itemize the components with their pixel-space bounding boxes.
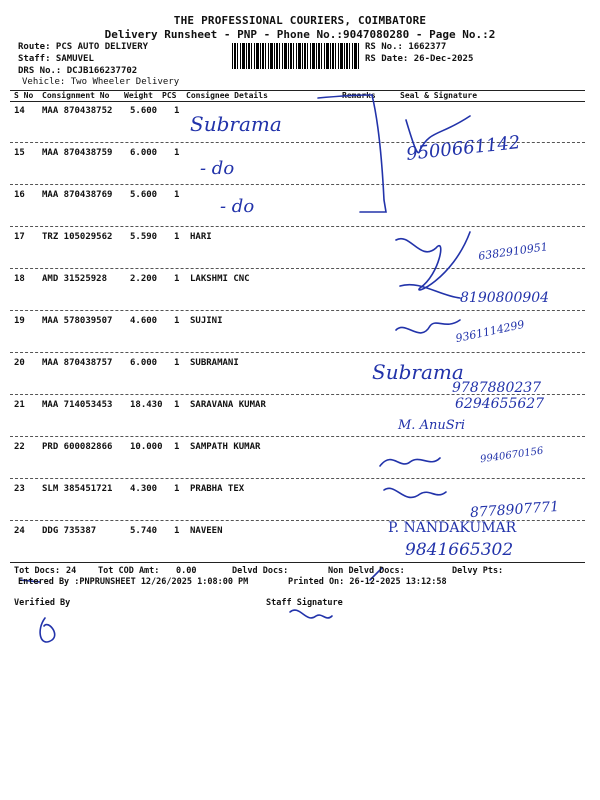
sno: 15	[14, 148, 25, 158]
sno: 16	[14, 190, 25, 200]
consignment-no: MAA 870438759	[42, 148, 113, 158]
weight: 5.600	[130, 190, 158, 200]
consignee: LAKSHMI CNC	[190, 274, 250, 284]
consignment-no: DDG 735387	[42, 526, 97, 536]
consignee: HARI	[190, 232, 212, 242]
consignee: SUBRAMANI	[190, 358, 239, 368]
sno: 24	[14, 526, 25, 536]
weight: 6.000	[130, 358, 158, 368]
sno: 21	[14, 400, 25, 410]
weight: 4.300	[130, 484, 158, 494]
handwritten-ditto: - do	[220, 196, 255, 217]
tot-cod-label: Tot COD Amt:	[98, 566, 160, 576]
consignment-no: MAA 870438752	[42, 106, 113, 116]
handwritten-name: Subrama	[372, 360, 464, 384]
consignee: NAVEEN	[190, 526, 223, 536]
handwritten-phone: 9841665302	[405, 540, 514, 560]
tot-docs-value: 24	[66, 566, 77, 576]
weight: 5.740	[130, 526, 158, 536]
printed-on: Printed On: 26-12-2025 13:12:58	[288, 577, 447, 587]
consignee: SAMPATH KUMAR	[190, 442, 261, 452]
company-name: THE PROFESSIONAL COURIERS, COIMBATORE	[173, 14, 427, 27]
vehicle: Vehicle: Two Wheeler Delivery	[22, 77, 180, 87]
pcs: 1	[174, 484, 180, 494]
col-weight: Weight	[124, 91, 153, 100]
handwritten-consignee: Subrama	[190, 112, 282, 136]
runsheet-subtitle: Delivery Runsheet - PNP - Phone No.:9047080280 - Page No.:2	[104, 28, 496, 41]
handwritten-phone: 9787880237	[452, 380, 542, 396]
weight: 18.430	[130, 400, 163, 410]
pcs: 1	[174, 358, 180, 368]
sno: 20	[14, 358, 25, 368]
pcs: 1	[174, 232, 180, 242]
consignee: PRABHA TEX	[190, 484, 245, 494]
entered-by: Entered By :PNPRUNSHEET 12/26/2025 1:08:00 PM	[18, 577, 249, 587]
consignee: SARAVANA KUMAR	[190, 400, 266, 410]
handwritten-phone: 6294655627	[455, 396, 545, 412]
consignment-no: MAA 870438769	[42, 190, 113, 200]
tot-docs-label: Tot Docs:	[14, 566, 61, 576]
consignment-no: TRZ 105029562	[42, 232, 113, 242]
tot-cod-value: 0.00	[176, 566, 197, 576]
handwritten-phone: 6382910951	[477, 240, 549, 263]
verified-by-label: Verified By	[14, 598, 71, 608]
handwritten-phone: 9940670156	[479, 445, 545, 466]
delvd-docs-label: Delvd Docs:	[232, 566, 289, 576]
col-sno: S No	[14, 91, 34, 100]
pcs: 1	[174, 442, 180, 452]
sno: 23	[14, 484, 25, 494]
handwritten-phone: 9361114299	[454, 317, 526, 346]
staff: Staff: SAMUVEL	[18, 54, 94, 64]
pcs: 1	[174, 400, 180, 410]
sno: 17	[14, 232, 25, 242]
weight: 2.200	[130, 274, 158, 284]
drs-number: DRS No.: DCJB166237702	[18, 66, 138, 76]
route: Route: PCS AUTO DELIVERY	[18, 42, 149, 52]
pcs: 1	[174, 106, 180, 116]
rs-date: RS Date: 26-Dec-2025	[365, 54, 474, 64]
consignment-no: MAA 578039507	[42, 316, 113, 326]
handwritten-phone: 8778907771	[469, 498, 560, 522]
weight: 5.590	[130, 232, 158, 242]
col-seal-signature: Seal & Signature	[400, 91, 478, 100]
weight: 6.000	[130, 148, 158, 158]
delvy-pts-label: Delvy Pts:	[452, 566, 504, 576]
consignment-no: PRD 600082866	[42, 442, 113, 452]
consignment-no: SLM 385451721	[42, 484, 113, 494]
handwritten-ditto: - do	[200, 158, 235, 179]
non-delvd-docs-label: Non Delvd Docs:	[328, 566, 405, 576]
pcs: 1	[174, 526, 180, 536]
pcs: 1	[174, 190, 180, 200]
consignment-no: AMD 31525928	[42, 274, 108, 284]
pcs: 1	[174, 148, 180, 158]
staff-signature-label: Staff Signature	[266, 598, 343, 608]
col-consignment: Consignment No	[42, 91, 110, 100]
weight: 5.600	[130, 106, 158, 116]
rs-number: RS No.: 1662377	[365, 42, 447, 52]
col-remarks: Remarks	[342, 91, 376, 100]
handwritten-name: P. NANDAKUMAR	[388, 520, 517, 536]
consignment-no: MAA 714053453	[42, 400, 113, 410]
sno: 22	[14, 442, 25, 452]
pcs: 1	[174, 316, 180, 326]
pcs: 1	[174, 274, 180, 284]
handwritten-phone: 9500661142	[405, 132, 522, 165]
consignment-no: MAA 870438757	[42, 358, 113, 368]
col-consignee: Consignee Details	[186, 91, 268, 100]
col-pcs: PCS	[162, 91, 177, 100]
sno: 18	[14, 274, 25, 284]
handwritten-phone: 8190800904	[460, 290, 550, 306]
sno: 14	[14, 106, 25, 116]
weight: 4.600	[130, 316, 158, 326]
weight: 10.000	[130, 442, 163, 452]
consignee: SUJINI	[190, 316, 223, 326]
sno: 19	[14, 316, 25, 326]
handwritten-name: M. AnuSri	[398, 418, 465, 433]
